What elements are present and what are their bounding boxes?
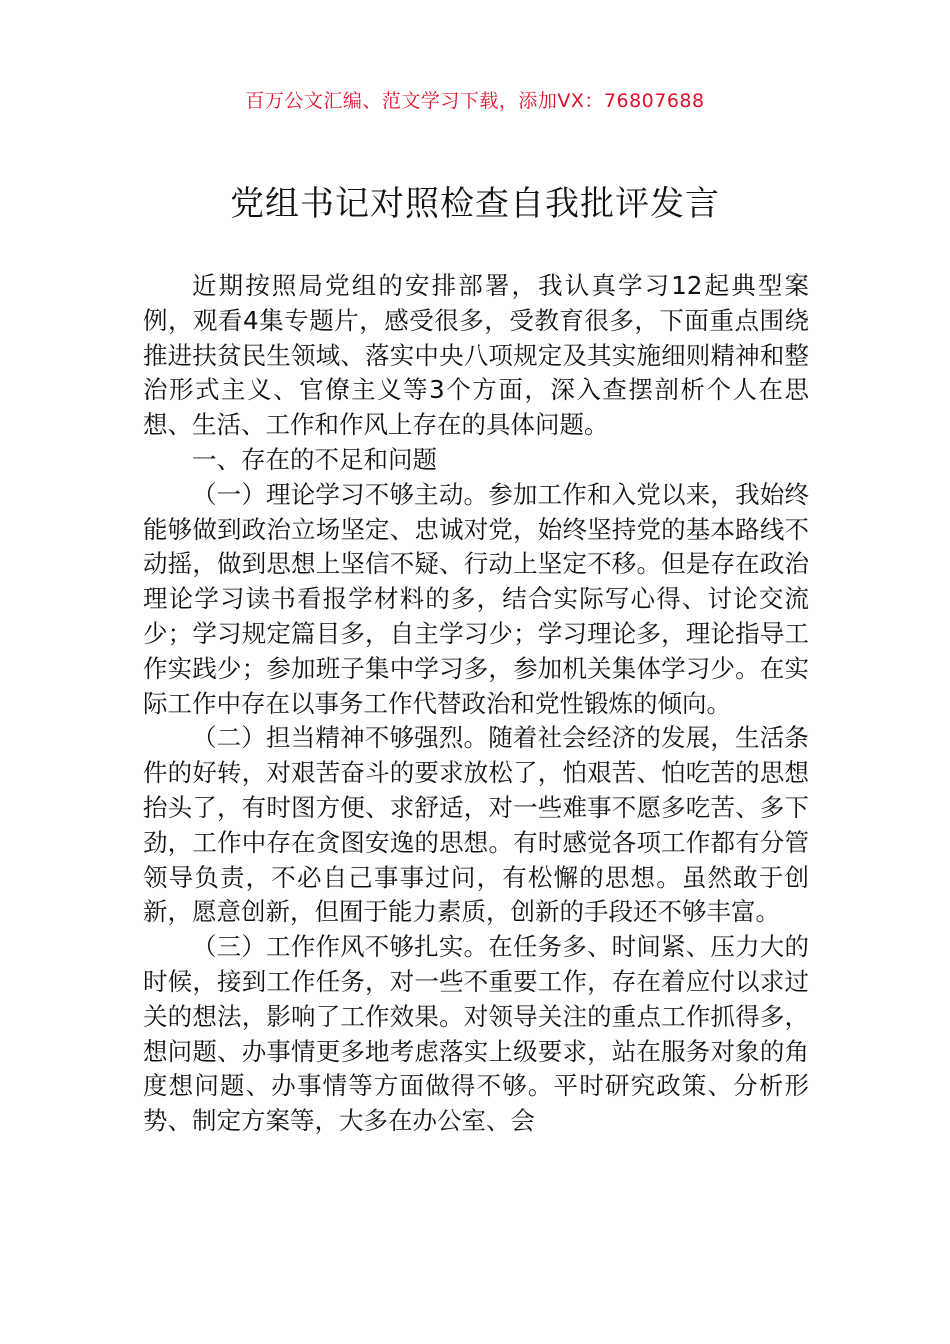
body-paragraph: （三）工作作风不够扎实。在任务多、时间紧、压力大的时候，接到工作任务，对一些不重要工作，存在着应付以求过关的想法，影响了工作效果。对领导关注的重点工作抓得多，想问题、办事情更多地考虑落实上级要求，站在服务对象的角度想问题、办事情等方面做得不够。平时研究政策、分析形势、制定方案等，大多在办公室、会 xyxy=(143,932,809,1136)
body-paragraph: （一）理论学习不够主动。参加工作和入党以来，我始终能够做到政治立场坚定、忠诚对党，始终坚持党的基本路线不动摇，做到思想上坚信不疑、行动上坚定不移。但是存在政治理论学习读书看报学材料的多，结合实际写心得、讨论交流少；学习规定篇目多，自主学习少；学习理论多，理论指导工作实践少；参加班子集中学习多，参加机关集体学习少。在实际工作中存在以事务工作代替政治和党性锻炼的倾向。 xyxy=(143,479,809,718)
document-body xyxy=(143,269,809,1139)
intro-paragraph: 近期按照局党组的安排部署，我认真学习12起典型案例，观看4集专题片，感受很多，受教育很多，下面重点围绕推进扶贫民生领域、落实中央八项规定及其实施细则精神和整治形式主义、官僚主义等3个方面，深入查摆剖析个人在思想、生活、工作和作风上存在的具体问题。 xyxy=(143,271,809,440)
header-note: 百万公文汇编、范文学习下载，添加VX：76807688 xyxy=(245,90,705,112)
document-title: 党组书记对照检查自我批评发言 xyxy=(230,184,720,224)
section-heading: 一、存在的不足和问题 xyxy=(192,444,437,474)
body-paragraph: （二）担当精神不够强烈。随着社会经济的发展，生活条件的好转，对艰苦奋斗的要求放松了，怕艰苦、怕吃苦的思想抬头了，有时图方便、求舒适，对一些难事不愿多吃苦、多下劲，工作中存在贪图安逸的思想。有时感觉各项工作都有分管领导负责，不必自己事事过问，有松懈的思想。虽然敢于创新，愿意创新，但囿于能力素质，创新的手段还不够丰富。 xyxy=(143,723,809,927)
